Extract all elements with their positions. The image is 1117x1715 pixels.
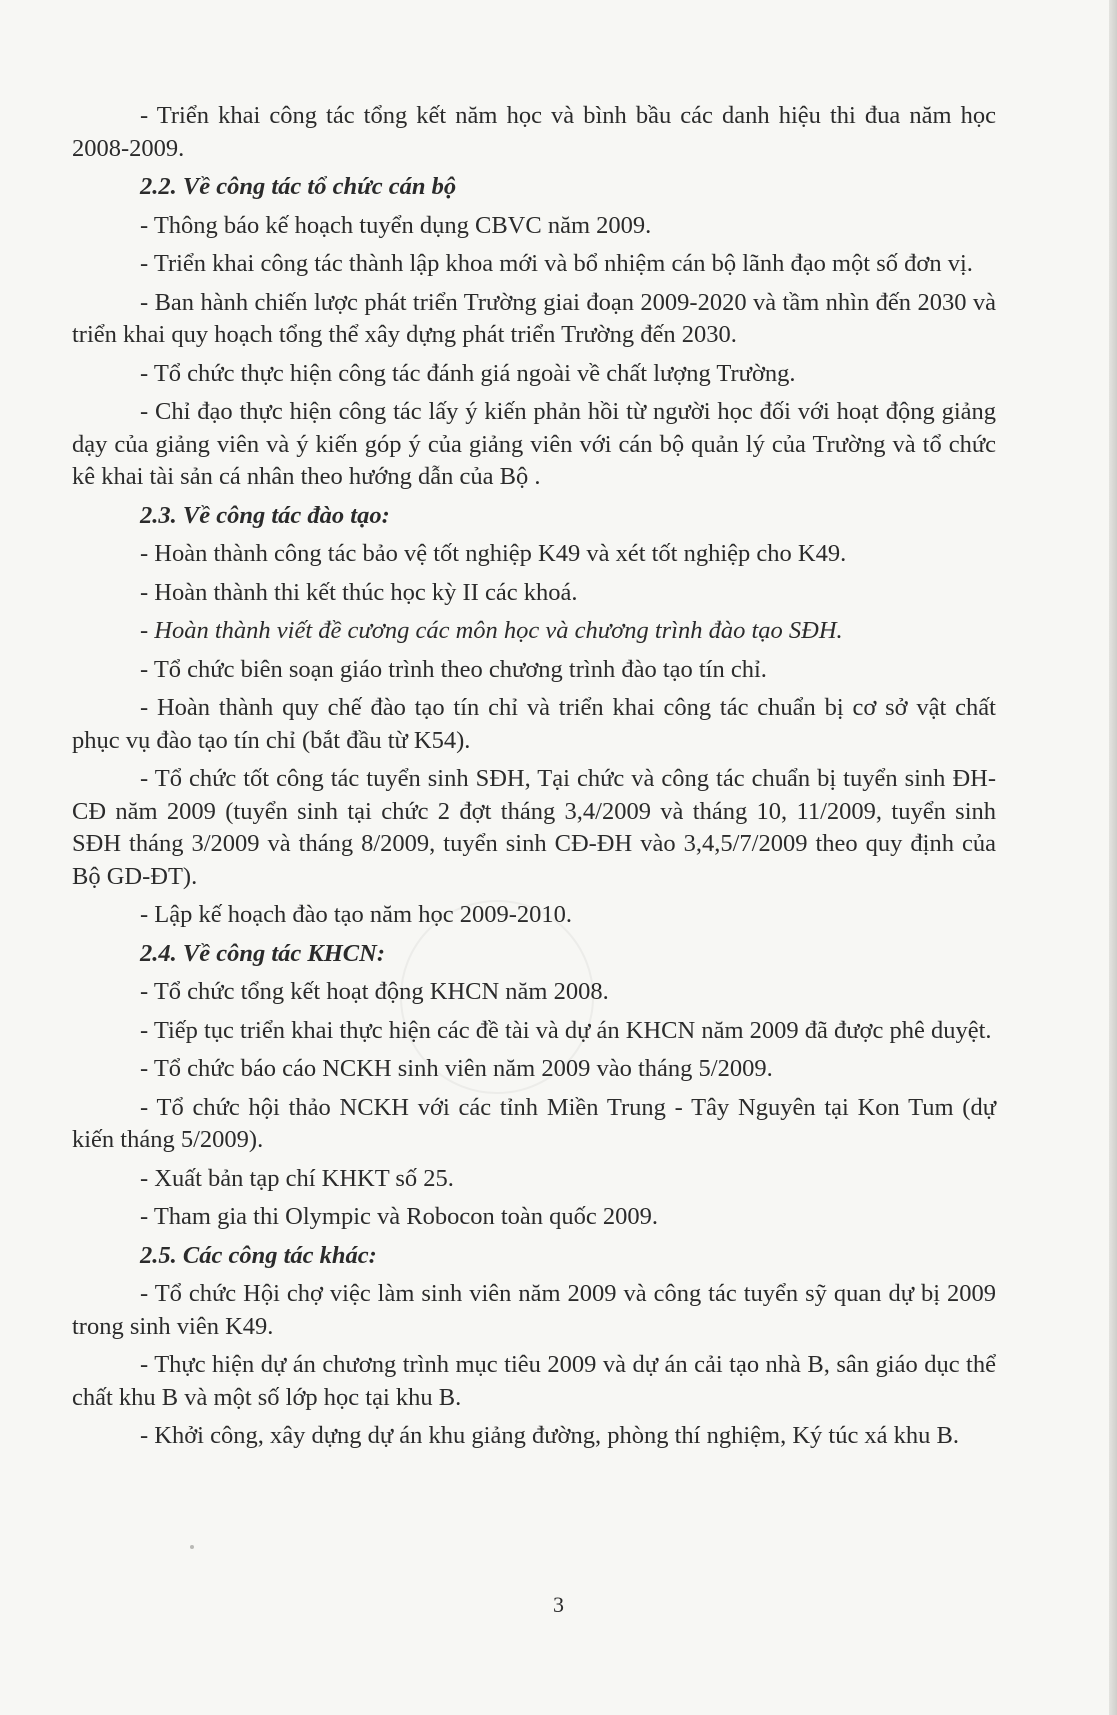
para-tuyen-dung: - Thông báo kế hoạch tuyển dụng CBVC năm 2009. xyxy=(140,211,652,239)
para-chien-luoc: - Ban hành chiến lược phát triển Trường giai đoạn 2009-2020 và tầm nhìn đến 2030 và triển khai quy hoạch tổng thể xây dựng phát triển Trường đến 2030. xyxy=(72,288,996,348)
heading-2-3: 2.3. Về công tác đào tạo: xyxy=(140,501,390,529)
para-tong-ket-khcn: - Tổ chức tổng kết hoạt động KHCN năm 2008. xyxy=(140,978,609,1005)
heading-2-2: 2.2. Về công tác tổ chức cán bộ xyxy=(140,173,457,200)
heading-2-4: 2.4. Về công tác KHCN: xyxy=(140,939,385,967)
para-bao-ve-tot-nghiep: - Hoàn thành công tác bảo vệ tốt nghiệp K49 và xét tốt nghiệp cho K49. xyxy=(140,540,847,567)
para-danh-gia-ngoai: - Tổ chức thực hiện công tác đánh giá ngoài về chất lượng Trường. xyxy=(140,359,796,387)
para-quy-che: - Hoàn thành quy chế đào tạo tín chỉ và triển khai công tác chuẩn bị cơ sở vật chất phục vụ đào tạo tín chỉ (bắt đầu từ K54). xyxy=(72,694,996,754)
para-tuyen-sinh: - Tổ chức tốt công tác tuyển sinh SĐH, Tại chức và công tác chuẩn bị tuyển sinh ĐH-CĐ năm 2009 (tuyển sinh tại chức 2 đợt tháng 3,4/2009 và tháng 10, 11/2009, tuyển sinh SĐH tháng 3/2009 và tháng 8/2009, tuyển sinh CĐ-ĐH vào 3,4,5/7/2009 theo quy định của Bộ GD-ĐT). xyxy=(72,765,996,890)
para-de-cuong: - Hoàn thành viết đề cương các môn học và chương trình đào tạo SĐH. xyxy=(140,617,843,644)
para-de-tai-khcn: - Tiếp tục triển khai thực hiện các đề tài và dự án KHCN năm 2009 đã được phê duyệt. xyxy=(140,1016,992,1044)
page-number: 3 xyxy=(553,1592,564,1617)
para-thanh-lap-khoa: - Triển khai công tác thành lập khoa mới và bổ nhiệm cán bộ lãnh đạo một số đơn vị. xyxy=(140,250,973,277)
para-khoi-cong: - Khởi công, xây dựng dự án khu giảng đường, phòng thí nghiệm, Ký túc xá khu B. xyxy=(140,1422,960,1449)
para-thi-ket-thuc: - Hoàn thành thi kết thúc học kỳ II các khoá. xyxy=(140,578,578,606)
scan-speck xyxy=(190,1545,194,1549)
scan-edge-shadow xyxy=(1109,0,1117,1715)
para-tong-ket: - Triển khai công tác tổng kết năm học và bình bầu các danh hiệu thi đua năm học 2008-2009. xyxy=(72,102,996,162)
document-body xyxy=(72,100,996,1459)
para-tap-chi: - Xuất bản tạp chí KHKT số 25. xyxy=(140,1164,454,1192)
para-du-an-muc-tieu: - Thực hiện dự án chương trình mục tiêu 2009 và dự án cải tạo nhà B, sân giáo dục thể chất khu B và một số lớp học tại khu B. xyxy=(72,1351,996,1411)
para-ke-hoach-dao-tao: - Lập kế hoạch đào tạo năm học 2009-2010. xyxy=(140,901,573,928)
para-lay-y-kien: - Chỉ đạo thực hiện công tác lấy ý kiến phản hồi từ người học đối với hoạt động giảng dạy của giảng viên và ý kiến góp ý của giảng viên với cán bộ quản lý của Trường và tổ chức kê khai tài sản cá nhân theo hướng dẫn của Bộ . xyxy=(72,398,996,490)
para-hoi-thao: - Tổ chức hội thảo NCKH với các tỉnh Miền Trung - Tây Nguyên tại Kon Tum (dự kiến tháng 5/2009). xyxy=(72,1093,996,1153)
heading-2-5: 2.5. Các công tác khác: xyxy=(140,1241,377,1269)
para-olympic: - Tham gia thi Olympic và Robocon toàn quốc 2009. xyxy=(140,1203,659,1230)
para-giao-trinh: - Tổ chức biên soạn giáo trình theo chương trình đào tạo tín chỉ. xyxy=(140,655,767,683)
para-bao-cao-nckh: - Tổ chức báo cáo NCKH sinh viên năm 2009 vào tháng 5/2009. xyxy=(140,1055,773,1082)
para-hoi-cho: - Tổ chức Hội chợ việc làm sinh viên năm 2009 và công tác tuyển sỹ quan dự bị 2009 trong sinh viên K49. xyxy=(72,1280,996,1340)
